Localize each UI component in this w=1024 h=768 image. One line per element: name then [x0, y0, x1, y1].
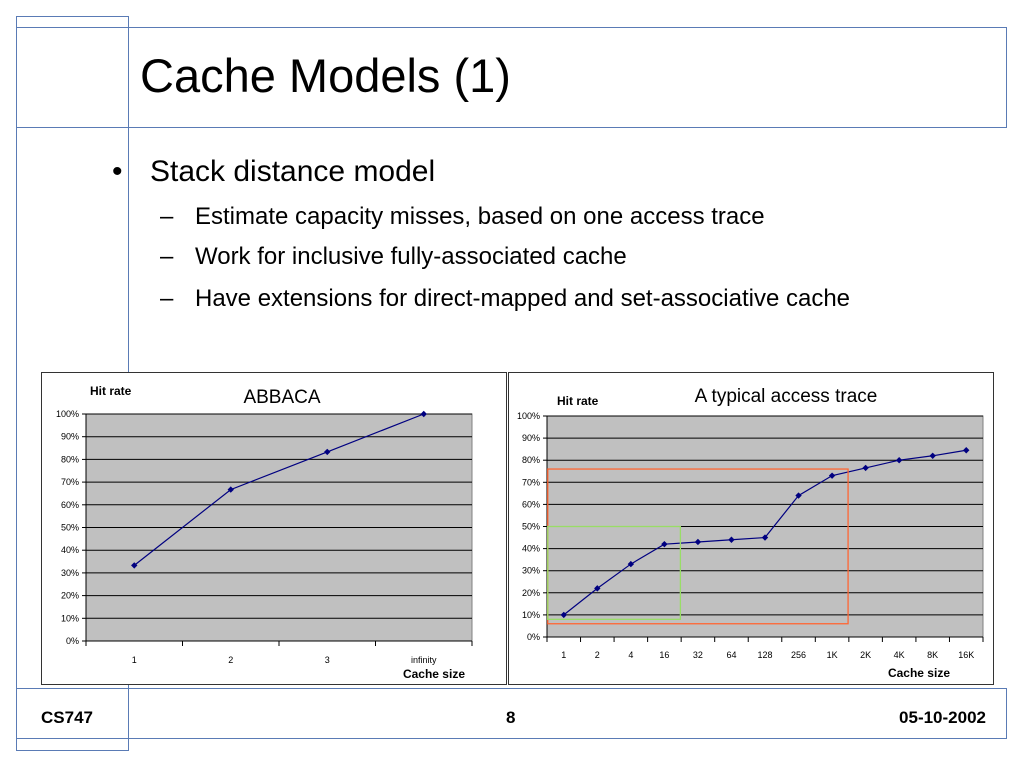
sub-bullet-marker: – — [160, 243, 174, 270]
y-tick-label: 10% — [60, 613, 79, 624]
y-tick-label: 50% — [521, 521, 540, 532]
x-tick-label: 2 — [594, 650, 600, 660]
chart-title: A typical access trace — [694, 386, 878, 407]
y-tick-label: 80% — [60, 454, 79, 465]
x-tick-label: 128 — [757, 650, 773, 660]
x-tick-label: 2 — [228, 655, 234, 665]
x-tick-label: 16K — [958, 650, 975, 660]
x-tick-label: 2K — [860, 650, 872, 660]
footer-course: CS747 — [41, 708, 93, 727]
x-tick-label: 4K — [893, 650, 905, 660]
y-tick-label: 50% — [60, 522, 79, 533]
chart-abbaca-container — [41, 372, 507, 685]
y-tick-label: 100% — [516, 411, 540, 421]
chart-title: ABBACA — [243, 387, 321, 408]
y-tick-label: 20% — [521, 587, 540, 598]
sub-bullet-text: Estimate capacity misses, based on one access trace — [195, 203, 765, 230]
x-tick-label: 16 — [659, 650, 670, 660]
sub-bullet-text: Have extensions for direct-mapped and set-associative cache — [195, 285, 851, 312]
y-tick-label: 60% — [521, 499, 540, 510]
sub-bullet-text: Work for inclusive fully-associated cache — [195, 243, 627, 270]
x-tick-label: 1 — [131, 655, 137, 665]
sub-bullet-extensions — [160, 285, 850, 313]
y-tick-label: 90% — [60, 431, 79, 442]
x-axis-label: Cache size — [402, 667, 465, 681]
y-tick-label: 20% — [60, 590, 79, 601]
bullet-marker: • — [112, 155, 123, 188]
bullet-stack-distance — [112, 155, 435, 189]
y-tick-label: 40% — [521, 543, 540, 554]
x-tick-label: 1K — [826, 650, 838, 660]
footer-page-number: 8 — [506, 708, 516, 727]
y-tick-label: 70% — [521, 477, 540, 488]
slide-title: Cache Models (1) — [140, 49, 511, 102]
x-tick-label: 8K — [927, 650, 939, 660]
footer-date: 05-10-2002 — [899, 708, 986, 727]
y-tick-label: 30% — [521, 565, 540, 576]
y-tick-label: 40% — [60, 545, 79, 556]
y-tick-label: 90% — [521, 433, 540, 444]
x-tick-label: 1 — [561, 650, 567, 660]
sub-bullet-marker: – — [160, 285, 174, 312]
sub-bullet-estimate — [160, 203, 765, 231]
y-tick-label: 30% — [60, 567, 79, 578]
y-tick-label: 70% — [60, 477, 79, 488]
sub-bullet-inclusive — [160, 243, 627, 271]
x-tick-label: 256 — [791, 650, 807, 660]
x-tick-label: 4 — [628, 650, 634, 660]
y-tick-label: 0% — [526, 632, 540, 642]
y-axis-label: Hit rate — [90, 384, 132, 398]
x-tick-label: infinity — [410, 655, 437, 665]
y-tick-label: 80% — [521, 455, 540, 466]
y-tick-label: 60% — [60, 499, 79, 510]
chart-typical-trace-container — [508, 372, 994, 685]
x-tick-label: 32 — [692, 650, 703, 660]
x-axis-label: Cache size — [887, 666, 950, 680]
y-tick-label: 100% — [55, 409, 79, 419]
y-tick-label: 0% — [65, 636, 79, 646]
y-tick-label: 10% — [521, 609, 540, 620]
bullet-text: Stack distance model — [150, 155, 436, 188]
y-axis-label: Hit rate — [557, 394, 599, 408]
chart-abbaca — [42, 373, 508, 686]
x-tick-label: 3 — [324, 655, 330, 665]
x-tick-label: 64 — [726, 650, 737, 660]
chart-typical-trace — [509, 373, 995, 686]
sub-bullet-marker: – — [160, 203, 174, 230]
